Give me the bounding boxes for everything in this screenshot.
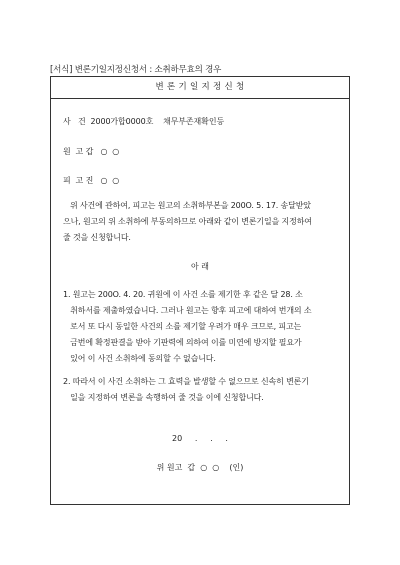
item-2-line: 일을 지정하여 변론을 속행하여 줄 것을 이에 신청합니다. (63, 393, 264, 402)
item-1-line: 있어 이 사건 소취하에 동의할 수 없습니다. (63, 354, 216, 363)
document-title: 변 론 기 일 지 정 신 청 (51, 77, 349, 99)
intro-paragraph (63, 198, 343, 246)
signature-line: 위 원고 갑 ○ ○ (인) (156, 463, 244, 472)
intro-line: 으나, 원고의 위 소취하에 부동의하므로 아래와 같이 변론기일을 지정하여 (63, 217, 312, 226)
below-heading: 아 래 (191, 262, 209, 271)
item-1-paragraph (63, 287, 343, 367)
item-1-line: 취하서를 제출하였습니다. 그러나 원고는 향후 피고에 대하여 번개의 소 (63, 306, 312, 315)
item-1-line: 금번에 확정판결을 받아 기판력에 의하여 이를 미연에 방지할 필요가 (63, 338, 302, 347)
item-2-paragraph (63, 374, 343, 406)
date-line: 20 . . . (172, 434, 228, 443)
plaintiff-line: 원 고 갑 ○ ○ (63, 147, 120, 156)
form-caption: [서식] 변론기일지정신청서 : 소취하무효의 경우 (50, 65, 222, 75)
case-line: 사 건 2000가합0000호 채무부존재확인등 (63, 117, 225, 126)
document-frame (50, 76, 350, 505)
intro-line: 위 사건에 관하여, 피고는 원고의 소취하부본을 200O. 5. 17. 송달받았 (70, 201, 311, 210)
item-1-line: 로서 또 다시 동일한 사건의 소를 제기할 우려가 매우 크므로, 피고는 (63, 322, 302, 331)
defendant-line: 피 고 진 ○ ○ (63, 176, 120, 185)
intro-line: 줄 것을 신청합니다. (63, 233, 131, 242)
item-1-line: 1. 원고는 200O. 4. 20. 귀원에 이 사건 소를 제기한 후 같은 달 28. 소 (63, 290, 303, 299)
item-2-line: 2. 따라서 이 사건 소취하는 그 효력을 발생할 수 없으므로 신속히 변론기 (63, 377, 309, 386)
